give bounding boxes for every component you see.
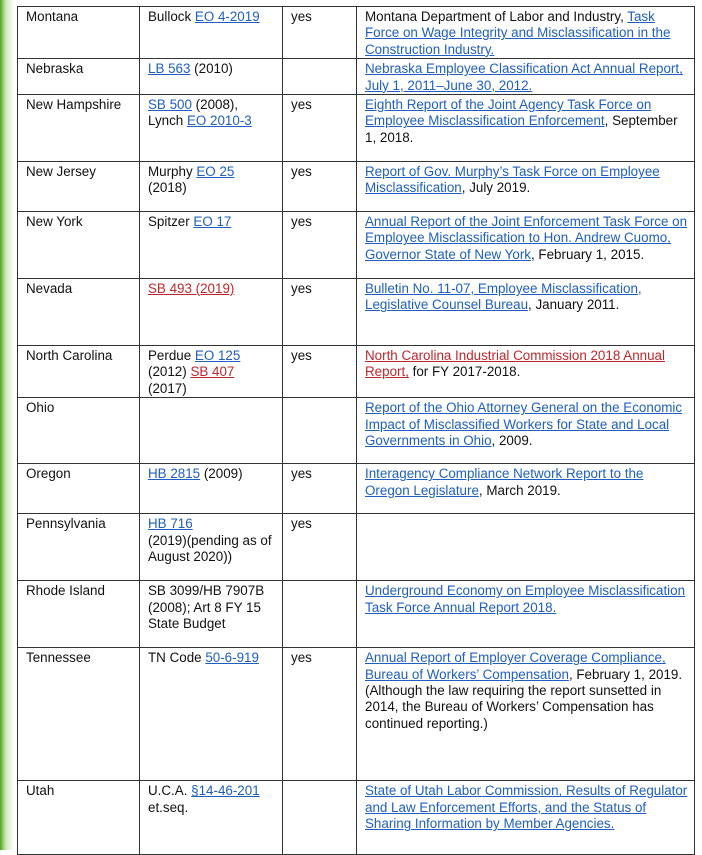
- report-cell: [357, 514, 695, 581]
- state-cell: Tennessee: [18, 648, 140, 781]
- state-cell: Pennsylvania: [18, 514, 140, 581]
- report-text: , February 1, 2019. (Although the law requiring the report sunsetted in 2014, the Bureau of Workers’ Compensation has continued reporting.): [365, 666, 683, 731]
- state-cell: Oregon: [18, 464, 140, 514]
- statute-link[interactable]: EO 17: [193, 214, 232, 230]
- report-link[interactable]: Interagency Compliance Network Report to the Oregon Legislature: [365, 466, 644, 498]
- task-force-cell: yes: [283, 346, 357, 398]
- statute-link[interactable]: HB 2815: [148, 466, 201, 482]
- authority-cell: [140, 162, 283, 212]
- authority-cell: [140, 346, 283, 398]
- statute-link[interactable]: HB 716: [148, 516, 193, 532]
- authority-cell: [140, 648, 283, 781]
- table-row-nevada: [18, 279, 695, 346]
- table-row-north-carolina: [18, 346, 695, 398]
- authority-cell: [140, 279, 283, 346]
- statute-text: (2017): [148, 380, 187, 396]
- report-cell: [357, 464, 695, 514]
- task-force-cell: [283, 59, 357, 95]
- statute-text: (2008), Lynch: [148, 97, 239, 129]
- statute-link[interactable]: §14-46-201: [191, 783, 260, 799]
- report-link[interactable]: Bulletin No. 11-07, Employee Misclassification, Legislative Counsel Bureau: [365, 281, 642, 313]
- authority-cell: [140, 581, 283, 648]
- report-cell: [357, 212, 695, 279]
- statute-link[interactable]: EO 4-2019: [194, 9, 260, 24]
- statute-text: SB 3099/HB 7907B (2008); Art 8 FY 15 State Budget: [148, 583, 265, 632]
- statute-link[interactable]: EO 125: [194, 348, 241, 364]
- state-cell: New Jersey: [18, 162, 140, 212]
- statute-text: U.C.A.: [148, 783, 192, 799]
- state-cell: Nevada: [18, 279, 140, 346]
- task-force-cell: yes: [283, 464, 357, 514]
- statute-link[interactable]: EO 2010-3: [186, 113, 252, 129]
- report-link[interactable]: Report of Gov. Murphy’s Task Force on Employee Misclassification: [365, 164, 660, 196]
- statute-text: Bullock: [148, 9, 195, 24]
- report-text: , March 2019.: [478, 482, 561, 498]
- report-cell: [357, 398, 695, 464]
- table-row-new-jersey: [18, 162, 695, 212]
- table-row-utah: [18, 781, 695, 855]
- report-link[interactable]: Eighth Report of the Joint Agency Task Force on Employee Misclassification Enforcement: [365, 97, 652, 129]
- state-reports-table: [17, 6, 695, 855]
- report-text: Montana Department of Labor and Industry,: [365, 9, 628, 24]
- statute-link[interactable]: EO 25: [196, 164, 235, 180]
- report-text: , February 1, 2015.: [530, 246, 645, 262]
- left-green-margin-bar: [0, 0, 14, 850]
- task-force-cell: [283, 581, 357, 648]
- table-row-tennessee: [18, 648, 695, 781]
- table-row-ohio: [18, 398, 695, 464]
- statute-text: TN Code: [148, 650, 206, 666]
- authority-cell: [140, 59, 283, 95]
- report-cell: [357, 59, 695, 95]
- task-force-cell: [283, 781, 357, 855]
- report-text: , January 2011.: [528, 297, 620, 313]
- report-cell: [357, 781, 695, 855]
- report-cell: [357, 7, 695, 59]
- statute-link[interactable]: SB 407: [190, 364, 235, 380]
- report-link[interactable]: North Carolina Industrial Commission 2018 Annual Report,: [365, 348, 665, 380]
- state-cell: New Hampshire: [18, 95, 140, 162]
- task-force-cell: yes: [283, 648, 357, 781]
- task-force-cell: yes: [283, 279, 357, 346]
- statute-link[interactable]: LB 563: [148, 61, 191, 77]
- report-link[interactable]: Task Force on Wage Integrity and Misclassification in the Construction Industry.: [365, 9, 671, 57]
- table-row-nebraska: [18, 59, 695, 95]
- report-text: , September 1, 2018.: [365, 113, 678, 145]
- table-row-new-hampshire: [18, 95, 695, 162]
- report-cell: [357, 279, 695, 346]
- report-link[interactable]: Annual Report of the Joint Enforcement Task Force on Employee Misclassification to Hon. Andrew Cuomo, Governor State of New York: [365, 214, 688, 262]
- authority-cell: [140, 7, 283, 59]
- authority-cell: [140, 212, 283, 279]
- authority-cell: [140, 781, 283, 855]
- statute-text: (2010): [190, 61, 233, 77]
- authority-cell: [140, 514, 283, 581]
- statute-text: (2009): [200, 466, 243, 482]
- report-text: for FY 2017-2018.: [408, 364, 521, 380]
- authority-cell: [140, 464, 283, 514]
- report-link[interactable]: State of Utah Labor Commission, Results of Regulator and Law Enforcement Efforts, and the Status of Sharing Information by Member Agencies.: [365, 783, 688, 832]
- statute-text: (2012): [148, 364, 191, 380]
- statute-text: Perdue: [148, 348, 195, 364]
- report-link[interactable]: Underground Economy on Employee Misclassification Task Force Annual Report 2018.: [365, 583, 686, 615]
- report-cell: [357, 95, 695, 162]
- state-cell: Rhode Island: [18, 581, 140, 648]
- report-cell: [357, 581, 695, 648]
- table-row-rhode-island: [18, 581, 695, 648]
- task-force-cell: yes: [283, 212, 357, 279]
- report-cell: [357, 346, 695, 398]
- state-cell: Montana: [18, 7, 140, 59]
- task-force-cell: yes: [283, 162, 357, 212]
- table-row-montana: [18, 7, 695, 59]
- statute-text: (2018): [148, 180, 187, 196]
- table-row-oregon: [18, 464, 695, 514]
- report-cell: [357, 162, 695, 212]
- statute-link[interactable]: SB 493 (2019): [148, 281, 235, 297]
- report-text: , 2009.: [491, 433, 533, 449]
- task-force-cell: [283, 398, 357, 464]
- authority-cell: [140, 398, 283, 464]
- report-link[interactable]: Annual Report of Employer Coverage Compliance, Bureau of Workers’ Compensation: [365, 650, 666, 682]
- state-cell: Ohio: [18, 398, 140, 464]
- task-force-cell: yes: [283, 7, 357, 59]
- table-row-pennsylvania: [18, 514, 695, 581]
- table-row-new-york: [18, 212, 695, 279]
- statute-text: et.seq.: [148, 799, 189, 815]
- statute-link[interactable]: 50-6-919: [205, 650, 259, 666]
- report-link[interactable]: Report of the Ohio Attorney General on the Economic Impact of Misclassified Workers for State and Local Governments in Ohio: [365, 400, 683, 449]
- statute-text: Spitzer: [148, 214, 194, 230]
- report-cell: [357, 648, 695, 781]
- report-text: , July 2019.: [461, 180, 531, 196]
- statute-link[interactable]: SB 500: [148, 97, 192, 113]
- state-cell: New York: [18, 212, 140, 279]
- state-cell: Utah: [18, 781, 140, 855]
- statute-text: (2019)(pending as of August 2020)): [148, 532, 272, 565]
- state-cell: Nebraska: [18, 59, 140, 95]
- state-cell: North Carolina: [18, 346, 140, 398]
- report-link[interactable]: Nebraska Employee Classification Act Annual Report, July 1, 2011–June 30, 2012.: [365, 61, 683, 93]
- authority-cell: [140, 95, 283, 162]
- statute-text: Murphy: [148, 164, 197, 180]
- task-force-cell: yes: [283, 95, 357, 162]
- task-force-cell: yes: [283, 514, 357, 581]
